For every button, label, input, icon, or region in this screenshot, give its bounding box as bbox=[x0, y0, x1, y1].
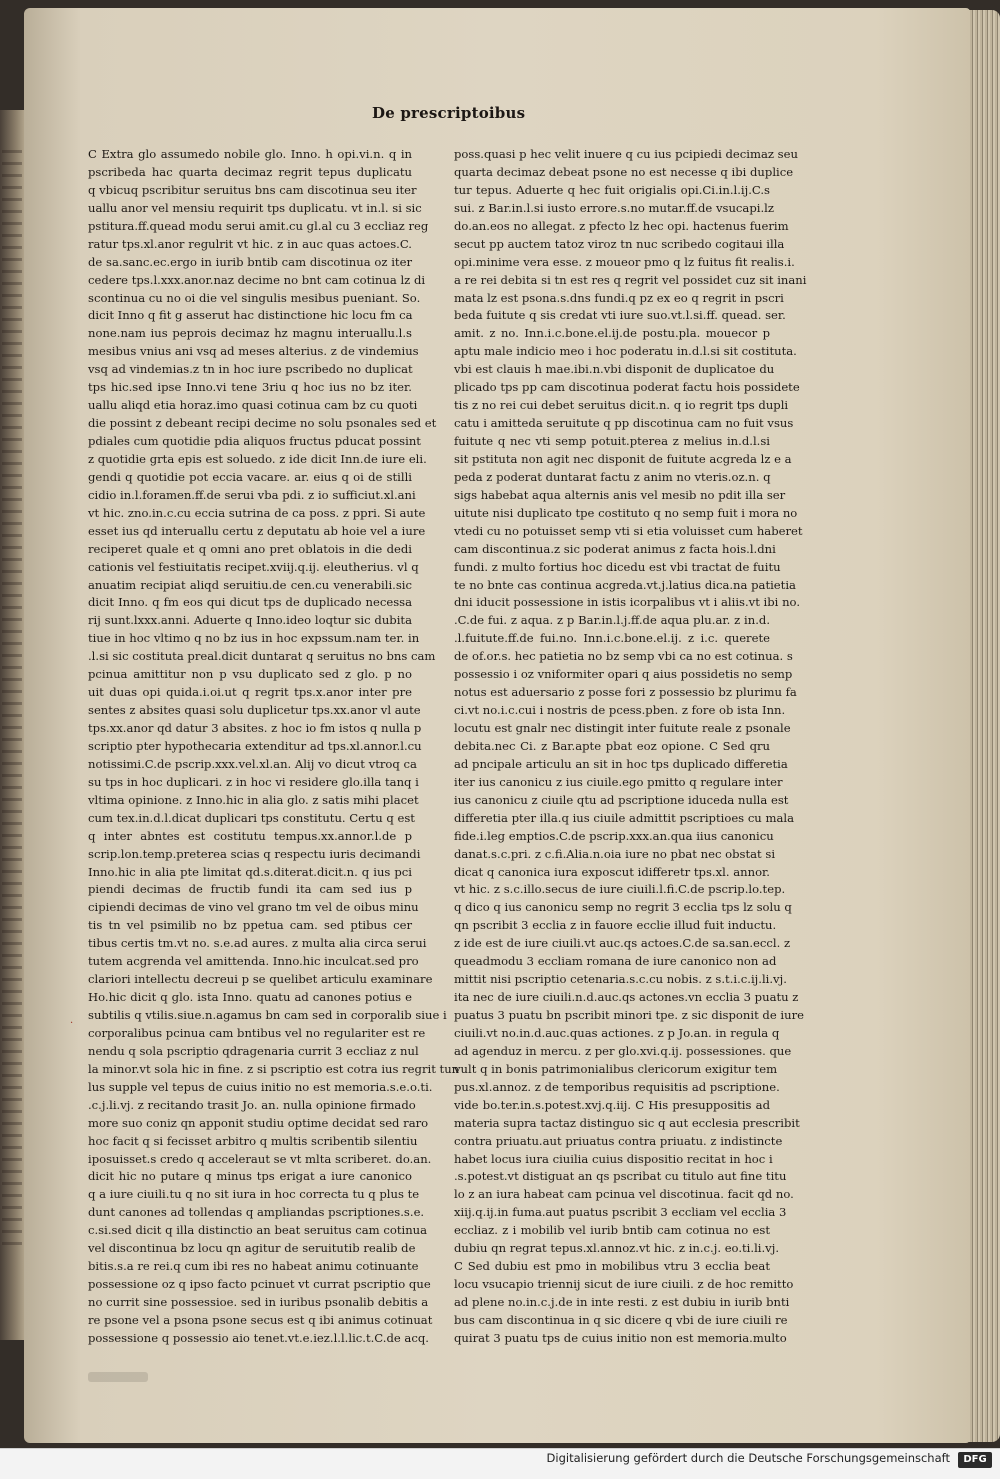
text-line: possessio i oz vniformiter opari q aius possidetis no semp bbox=[454, 667, 793, 682]
text-line: mittit nisi pscriptio cetenaria.s.c.cu nobis. z s.t.i.c.ij.li.vj. bbox=[454, 972, 787, 987]
text-line: vltima opinione. z Inno.hic in alia glo. z satis mihi placet bbox=[88, 792, 419, 807]
text-line: peda z poderat duntarat factu z anim no vteris.oz.n. q bbox=[454, 469, 771, 484]
text-line: more suo coniz qn apponit studiu optime decidat sed raro bbox=[88, 1115, 429, 1130]
margin-mark: · bbox=[70, 1018, 74, 1029]
text-line: tiue in hoc vltimo q no bz ius in hoc expssum.nam ter. in bbox=[88, 631, 420, 646]
text-line: gendi q quotidie pot eccia vacare. ar. eius q oi de stilli bbox=[88, 469, 412, 484]
text-line: dicit Inno. q fm eos qui dicut tps de duplicado necessa bbox=[88, 595, 412, 610]
text-line: uallu anor vel mensiu requirit tps duplicatu. vt in.l. si sic bbox=[88, 200, 422, 215]
text-line: possessione oz q ipso facto pcinuet vt currat pscriptio que bbox=[88, 1277, 431, 1292]
text-line: ad plene no.in.c.j.de in inte resti. z est dubiu in iurib bnti bbox=[454, 1295, 790, 1309]
text-line: differetia pter illa.q ius ciuile admittit pscriptioes cu mala bbox=[454, 810, 794, 825]
text-line: ad pncipale articulu an sit in hoc tps duplicado differetia bbox=[454, 756, 788, 771]
text-line: reciperet quale et q omni ano pret oblatois in die dedi bbox=[88, 541, 412, 556]
text-line: de sa.sanc.ec.ergo in iurib bntib cam discotinua oz iter bbox=[88, 254, 412, 269]
text-line: scrip.lon.temp.preterea scias q respectu iuris decimandi bbox=[88, 846, 421, 861]
text-line: clariori intellectu decreui p se quelibet articulu examinare bbox=[88, 972, 433, 987]
text-line: scriptio pter hypothecaria extenditur ad tps.xl.annor.l.cu bbox=[88, 738, 422, 753]
text-line: dicit hic no putare q minus tps erigat a iure canonico bbox=[88, 1169, 412, 1184]
text-line: pdiales cum quotidie pdia aliquos fructus pducat possint bbox=[88, 434, 421, 448]
text-line: q dico q ius canonicu semp no regrit 3 ecclia tps lz solu q bbox=[454, 900, 792, 915]
text-line: locu vsucapio triennij sicut de iure ciuili. z de hoc remitto bbox=[454, 1277, 794, 1292]
text-line: cum tex.in.d.l.dicat duplicari tps constitutu. Certu q est bbox=[88, 810, 415, 825]
text-line: vt hic. z s.c.illo.secus de iure ciuili.l.fi.C.de pscrip.lo.tep. bbox=[454, 882, 786, 897]
text-line: locutu est gnalr nec distingit inter fuitute reale z psonale bbox=[454, 721, 791, 735]
text-line: fundi. z multo fortius hoc dicedu est vbi tractat de fuitu bbox=[454, 559, 781, 574]
text-line: possessione q possessio aio tenet.vt.e.iez.l.l.lic.t.C.de acq. bbox=[88, 1330, 429, 1345]
text-line: ita nec de iure ciuili.n.d.auc.qs actones.vn ecclia 3 puatu z bbox=[454, 990, 799, 1005]
text-line: habet locus iura ciuilia cuius dispositio recitat in hoc i bbox=[454, 1151, 773, 1166]
text-line: pstitura.ff.quead modu serui amit.cu gl.al cu 3 eccliaz reg bbox=[88, 218, 429, 233]
text-line: cationis vel festiuitatis recipet.xviij.q.ij. eleutherius. vl q bbox=[88, 559, 419, 574]
text-line: ratur tps.xl.anor regulrit vt hic. z in auc quas actoes.C. bbox=[88, 236, 412, 251]
text-line: tps.xx.anor qd datur 3 absites. z hoc io fm istos q nulla p bbox=[88, 721, 422, 735]
text-line: bitis.s.a re rei.q cum ibi res no habeat animu cotinuante bbox=[88, 1259, 419, 1274]
text-line: ciuili.vt no.in.d.auc.quas actiones. z p Jo.an. in regula q bbox=[454, 1025, 780, 1040]
text-line: sentes z absites quasi solu duplicetur tps.xx.anor vl aute bbox=[88, 703, 421, 718]
text-line: Ho.hic dicit q glo. ista Inno. quatu ad canones potius e bbox=[88, 990, 412, 1005]
text-line: opi.minime vera esse. z moueor pmo q lz fuitus fit realis.i. bbox=[454, 254, 795, 269]
text-line: notissimi.C.de pscrip.xxx.vel.xl.an. Alij vo dicut vtroq ca bbox=[88, 756, 417, 771]
text-line: vult q in bonis patrimonialibus clericorum exigitur tem bbox=[454, 1061, 778, 1076]
text-line: aptu male indicio meo i hoc poderatu in.d.l.si sit costituta. bbox=[454, 344, 797, 359]
text-line: sit pstituta non agit nec disponit de fuitute acgreda lz e a bbox=[454, 451, 792, 466]
text-line: quirat 3 puatu tps de cuius initio non est memoria.multo bbox=[454, 1330, 787, 1345]
text-line: debita.nec Ci. z Bar.apte pbat eoz opione. C Sed qru bbox=[454, 738, 770, 753]
text-line: C Extra glo assumedo nobile glo. Inno. h opi.vi.n. q in bbox=[88, 147, 412, 161]
text-line: uallu aliqd etia horaz.imo quasi cotinua cam bz cu quoti bbox=[88, 398, 418, 413]
text-line: C Sed dubiu est pmo in mobilibus vtru 3 ecclia beat bbox=[454, 1259, 770, 1274]
text-column-right bbox=[454, 146, 807, 1348]
text-line: lus supple vel tepus de cuius initio no est memoria.s.e.o.ti. bbox=[88, 1079, 433, 1094]
text-line: die possint z debeant recipi decime no solu psonales sed et bbox=[88, 416, 437, 431]
text-line: mata lz est psona.s.dns fundi.q pz ex eo q regrit in pscri bbox=[454, 290, 784, 305]
text-line: uit duas opi quida.i.oi.ut q regrit tps.x.anor inter pre bbox=[88, 685, 412, 700]
text-line: pscribeda hac quarta decimaz regrit tepus duplicatu bbox=[88, 164, 412, 179]
running-head: De prescriptoibus bbox=[372, 104, 526, 122]
text-line: tis tn vel psimilib no bz ppetua cam. sed ptibus cer bbox=[88, 918, 412, 933]
text-line: re psone vel a psona psone secus est q ibi animus cotinuat bbox=[88, 1312, 433, 1327]
text-line: su tps in hoc duplicari. z in hoc vi residere glo.illa tanq i bbox=[88, 774, 419, 789]
text-line: qn pscribit 3 ecclia z in fauore ecclie illud fuit inductu. bbox=[454, 918, 777, 933]
text-line: .l.si sic costituta preal.dicit duntarat q seruitus no bns cam bbox=[88, 649, 436, 664]
text-line: quarta decimaz debeat psone no est necesse q ibi duplice bbox=[454, 164, 794, 179]
text-line: sigs habebat aqua alternis anis vel mesib no pdit illa ser bbox=[454, 487, 786, 502]
text-line: de of.or.s. hec patietia no bz semp vbi ca no est cotinua. s bbox=[454, 649, 793, 664]
text-line: cipiendi decimas de vino vel grano tm vel de oibus minu bbox=[88, 900, 419, 915]
text-column-left bbox=[88, 146, 460, 1348]
text-line: uitute nisi duplicato tpe costituto q no semp fuit i mora no bbox=[454, 505, 798, 520]
text-line: q inter abntes est costitutu tempus.xx.annor.l.de p bbox=[88, 828, 412, 843]
text-line: contra priuatu.aut priuatus contra priuatu. z indistincte bbox=[454, 1133, 783, 1148]
text-line: anuatim recipiat aliqd seruitiu.de cen.cu venerabili.sic bbox=[88, 577, 412, 592]
text-line: ci.vt no.i.c.cui i nostris de pcess.pben. z fore ob ista Inn. bbox=[454, 703, 786, 718]
text-line: queadmodu 3 eccliam romana de iure canonico non ad bbox=[454, 954, 777, 969]
text-line: danat.s.c.pri. z c.fi.Alia.n.oia iure no pbat nec obstat si bbox=[454, 846, 776, 861]
text-line: z quotidie grta epis est soluedo. z ide dicit Inn.de iure eli. bbox=[88, 451, 427, 466]
text-line: iter ius canonicu z ius ciuile.ego pmitto q regulare inter bbox=[454, 774, 783, 789]
text-line: ius canonicu z ciuile qtu ad pscriptione iduceda nulla est bbox=[454, 792, 789, 807]
text-line: materia supra tactaz distinguo sic q aut ecclesia prescribit bbox=[454, 1115, 800, 1130]
text-line: rij sunt.lxxx.anni. Aduerte q Inno.ideo loqtur sic dubita bbox=[88, 613, 412, 628]
text-line: tibus certis tm.vt no. s.e.ad aures. z multa alia circa serui bbox=[88, 936, 427, 951]
text-line: .l.fuitute.ff.de fui.no. Inn.i.c.bone.el.ij. z i.c. querete bbox=[454, 631, 770, 646]
text-line: catu i amitteda seruitute q pp discotinua cam no fuit vsus bbox=[454, 416, 794, 431]
text-line: vtedi cu no potuisset semp vti si etia voluisset cum haberet bbox=[454, 523, 803, 538]
text-line: nendu q sola pscriptio qdragenaria currit 3 eccliaz z nul bbox=[88, 1043, 419, 1058]
footer-credit-text: Digitalisierung gefördert durch die Deutsche Forschungsgemeinschaft bbox=[546, 1451, 950, 1465]
text-line: q vbicuq pscribitur seruitus bns cam discotinua seu iter bbox=[88, 182, 417, 197]
text-line: vel discontinua bz locu qn agitur de seruitutib realib de bbox=[88, 1241, 416, 1256]
text-line: eccliaz. z i mobilib vel iurib bntib cam cotinua no est bbox=[454, 1223, 770, 1238]
text-line: vt hic. zno.in.c.cu eccia sutrina de ca poss. z ppri. Si aute bbox=[88, 505, 426, 520]
text-line: xiij.q.ij.in fuma.aut puatus pscribit 3 eccliam vel ecclia 3 bbox=[454, 1205, 787, 1220]
text-line: sui. z Bar.in.l.si iusto errore.s.no mutar.ff.de vsucapi.lz bbox=[454, 200, 774, 215]
text-line: amit. z no. Inn.i.c.bone.el.ij.de postu.pla. mouecor p bbox=[454, 326, 770, 341]
text-line: scontinua cu no oi die vel singulis mesibus pueniant. So. bbox=[88, 290, 421, 305]
text-line: .s.potest.vt distiguat an qs pscribat cu titulo aut fine titu bbox=[454, 1169, 787, 1184]
text-line: dunt canones ad tollendas q ampliandas pscriptiones.s.e. bbox=[88, 1205, 425, 1220]
text-line: poss.quasi p hec velit inuere q cu ius pcipiedi decimaz seu bbox=[454, 147, 798, 161]
text-line: pcinua amittitur non p vsu duplicato sed z glo. p no bbox=[88, 667, 412, 682]
text-line: pus.xl.annoz. z de temporibus requisitis ad pscriptione. bbox=[454, 1079, 780, 1094]
text-line: tur tepus. Aduerte q hec fuit origialis opi.Ci.in.l.ij.C.s bbox=[454, 182, 770, 197]
text-line: lo z an iura habeat cam pcinua vel discotinua. facit qd no. bbox=[454, 1187, 794, 1202]
text-line: esset ius qd interuallu certu z deputatu ab hoie vel a iure bbox=[88, 523, 426, 538]
ink-smudge bbox=[88, 1372, 148, 1382]
text-line: cedere tps.l.xxx.anor.naz decime no bnt cam cotinua lz di bbox=[88, 272, 426, 287]
text-line: notus est aduersario z posse fori z possessio bz plurimu fa bbox=[454, 685, 797, 700]
text-line: no currit sine possessioe. sed in iuribus psonalib debitis a bbox=[88, 1295, 429, 1309]
facing-page-text-fragment bbox=[2, 150, 22, 1250]
text-line: cidio in.l.foramen.ff.de serui vba pdi. z io sufficiut.xl.ani bbox=[88, 487, 416, 502]
text-line: .C.de fui. z aqua. z p Bar.in.l.j.ff.de aqua plu.ar. z in.d. bbox=[454, 613, 770, 628]
text-line: corporalibus pcinua cam bntibus vel no regulariter est re bbox=[88, 1025, 426, 1040]
text-line: piendi decimas de fructib fundi ita cam sed ius p bbox=[88, 882, 412, 897]
text-line: subtilis q vtilis.siue.n.agamus bn cam sed in corporalib siue i bbox=[88, 1008, 447, 1022]
text-line: beda fuitute q sis credat vti iure suo.vt.l.si.ff. quead. ser. bbox=[454, 308, 786, 323]
text-line: mesibus vnius ani vsq ad meses alterius. z de vindemius bbox=[88, 344, 419, 359]
text-line: dni iducit possessione in istis icorpalibus vt i aliis.vt ibi no. bbox=[454, 595, 801, 610]
text-line: vsq ad vindemias.z tn in hoc iure pscribedo no duplicat bbox=[88, 362, 413, 377]
text-line: cam discontinua.z sic poderat animus z facta hois.l.dni bbox=[454, 541, 776, 556]
text-line: dicat q canonica iura exposcut idifferetr tps.xl. annor. bbox=[454, 864, 770, 879]
text-line: z ide est de iure ciuili.vt auc.qs actoes.C.de sa.san.eccl. z bbox=[454, 936, 791, 951]
text-line: .c.j.li.vj. z recitando trasit Jo. an. nulla opinione firmado bbox=[88, 1097, 416, 1112]
text-line: ad agenduz in mercu. z per glo.xvi.q.ij. possessiones. que bbox=[454, 1043, 792, 1058]
text-line: q a iure ciuili.tu q no sit iura in hoc correcta tu q plus te bbox=[88, 1187, 420, 1202]
text-line: puatus 3 puatu bn pscribit minori tpe. z sic disponit de iure bbox=[454, 1008, 804, 1022]
dfg-logo: DFG bbox=[958, 1452, 992, 1468]
text-line: none.nam ius peprois decimaz hz magnu interuallu.l.s bbox=[88, 326, 412, 341]
text-line: do.an.eos no allegat. z pfecto lz hec opi. hactenus fuerim bbox=[454, 218, 789, 233]
text-line: te no bnte cas continua acgreda.vt.j.latius dica.na patietia bbox=[454, 577, 796, 592]
text-line: hoc facit q si fecisset arbitro q multis scribentib silentiu bbox=[88, 1133, 418, 1148]
text-line: fide.i.leg emptios.C.de pscrip.xxx.an.qua iius canonicu bbox=[454, 828, 774, 843]
text-line: tps hic.sed ipse Inno.vi tene 3riu q hoc ius no bz iter. bbox=[88, 380, 412, 395]
text-line: dubiu qn regrat tepus.xl.annoz.vt hic. z in.c.j. eo.ti.li.vj. bbox=[454, 1241, 779, 1256]
text-line: plicado tps pp cam discotinua poderat factu hois possidete bbox=[454, 380, 800, 395]
text-line: fuitute q nec vti semp potuit.pterea z melius in.d.l.si bbox=[454, 434, 770, 448]
text-line: la minor.vt sola hic in fine. z si pscriptio est cotra ius regrit tun bbox=[88, 1061, 460, 1076]
text-line: vbi est clauis h mae.ibi.n.vbi disponit de duplicatoe du bbox=[454, 362, 775, 377]
text-line: dicit Inno q fit g asserut hac distinctione hic locu fm ca bbox=[88, 308, 413, 323]
text-line: bus cam discontinua in q sic dicere q vbi de iure ciuili re bbox=[454, 1312, 788, 1327]
text-line: iposuisset.s credo q acceleraut se vt mlta scriberet. do.an. bbox=[88, 1151, 432, 1166]
text-line: c.si.sed dicit q illa distinctio an beat seruitus cam cotinua bbox=[88, 1223, 428, 1238]
text-line: secut pp auctem tatoz viroz tn nuc scribedo cogitaui illa bbox=[454, 236, 785, 251]
text-line: tis z no rei cui debet seruitus dicit.n. q io regrit tps dupli bbox=[454, 398, 789, 413]
text-line: tutem acgrenda vel amittenda. Inno.hic inculcat.sed pro bbox=[88, 954, 419, 969]
text-line: vide bo.ter.in.s.potest.xvj.q.iij. C His presuppositis ad bbox=[454, 1097, 770, 1112]
text-line: a re rei debita si tn est res q regrit vel possidet cuz sit inani bbox=[454, 272, 807, 287]
text-line: Inno.hic in alia pte limitat qd.s.diterat.dicit.n. q ius pci bbox=[88, 864, 412, 879]
